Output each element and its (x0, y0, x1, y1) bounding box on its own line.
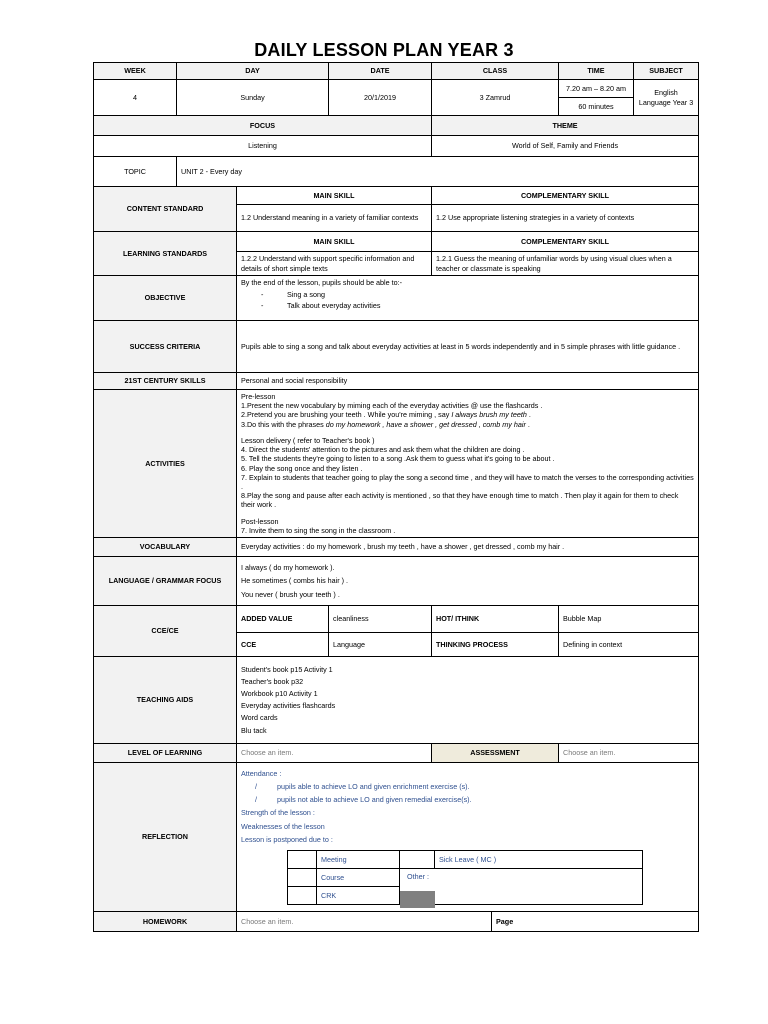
lesson-delivery-title: Lesson delivery ( refer to Teacher's book ) (241, 435, 375, 445)
class-header: CLASS (432, 63, 559, 80)
topic-label: TOPIC (94, 157, 177, 187)
time-header: TIME (559, 63, 634, 80)
learning-comp-skill-header: COMPLEMENTARY SKILL (432, 232, 699, 252)
objective-content (237, 276, 699, 321)
thinking-process-value: Defining in context (559, 632, 699, 656)
strength-line: Strength of the lesson : (241, 808, 315, 818)
teaching-aid-item: Teacher's book p32 (241, 676, 304, 686)
week-value: 4 (94, 80, 177, 116)
pre-lesson (241, 392, 694, 429)
course-label: Course (317, 869, 400, 887)
added-value-label: ADDED VALUE (237, 605, 329, 632)
not-achieve-line: / pupils not able to achieve LO and given remedial exercise(s). (255, 795, 472, 805)
century-skills-value: Personal and social responsibility (237, 373, 699, 390)
time-value: 7.20 am – 8.20 am (559, 80, 634, 98)
grammar-label: LANGUAGE / GRAMMAR FOCUS (94, 557, 237, 606)
vocabulary-value: Everyday activities : do my homework , brush my teeth , have a shower , get dressed , comb my hair . (237, 538, 699, 557)
vocabulary-label: VOCABULARY (94, 538, 237, 557)
class-value: 3 Zamrud (432, 80, 559, 116)
meeting-label: Meeting (317, 851, 400, 869)
lesson-delivery (241, 436, 694, 510)
grammar-item: I always ( do my homework ). (241, 563, 335, 573)
subject-value: English Language Year 3 (634, 80, 699, 116)
other-field[interactable] (400, 869, 643, 905)
cce-sub-label: CCE (237, 632, 329, 656)
century-skills-label: 21ST CENTURY SKILLS (94, 373, 237, 390)
post-lesson (241, 517, 694, 535)
content-main-skill-header: MAIN SKILL (237, 187, 432, 205)
date-header: DATE (329, 63, 432, 80)
hot-value: Bubble Map (559, 605, 699, 632)
weakness-line: Weaknesses of the lesson (241, 821, 325, 831)
teaching-aids-label: TEACHING AIDS (94, 656, 237, 743)
crk-label: CRK (317, 887, 400, 905)
activities-label: ACTIVITIES (94, 390, 237, 538)
crk-checkbox[interactable] (288, 887, 317, 905)
topic-value: UNIT 2 - Every day (177, 157, 699, 187)
assessment-select[interactable]: Choose an item. (559, 743, 699, 762)
page-title: DAILY LESSON PLAN YEAR 3 (254, 40, 514, 60)
postponed-line: Lesson is postponed due to : (241, 834, 333, 844)
grammar-item: He sometimes ( combs his hair ) . (241, 576, 349, 586)
subject-header: SUBJECT (634, 63, 699, 80)
lesson-plan-table (93, 62, 699, 932)
objective-label: OBJECTIVE (94, 276, 237, 321)
content-standard-label: CONTENT STANDARD (94, 187, 237, 232)
activity-step: 6. Play the song once and they listen . (241, 463, 363, 473)
objective-list (261, 290, 694, 310)
week-header: WEEK (94, 63, 177, 80)
attendance-label: Attendance : (241, 768, 282, 778)
cce-label: CCE/CE (94, 605, 237, 656)
duration-value: 60 minutes (559, 98, 634, 116)
teaching-aid-item: Everyday activities flashcards (241, 701, 336, 711)
activity-step: 5. Tell the students they're going to listen to a song .Ask them to guess what it's going to be about . (241, 454, 555, 464)
reflection-content (237, 762, 699, 911)
focus-value: Listening (94, 136, 432, 157)
teaching-aid-item: Student's book p15 Activity 1 (241, 664, 333, 674)
sick-leave-checkbox[interactable] (400, 851, 435, 869)
content-main-skill: 1.2 Understand meaning in a variety of familiar contexts (237, 205, 432, 232)
objective-item: - Talk about everyday activities (261, 301, 381, 311)
meeting-checkbox[interactable] (288, 851, 317, 869)
course-checkbox[interactable] (288, 869, 317, 887)
day-value: Sunday (177, 80, 329, 116)
added-value: cleanliness (329, 605, 432, 632)
learning-comp-skill: 1.2.1 Guess the meaning of unfamiliar words by using visual clues when a teacher or classmate is speaking (432, 252, 699, 276)
activity-step: 7. Explain to students that teacher going to play the song a second time , and they will have to match the verses to the corresponding activities . (241, 472, 694, 491)
homework-select[interactable]: Choose an item. (237, 912, 492, 932)
achieve-line: / pupils able to achieve LO and given enrichment exercise (s). (255, 781, 470, 791)
teaching-aids-content (237, 656, 699, 743)
grammar-item: You never ( brush your teeth ) . (241, 589, 340, 599)
level-of-learning-label: LEVEL OF LEARNING (94, 743, 237, 762)
date-value: 20/1/2019 (329, 80, 432, 116)
crk-shaded-cell (400, 891, 435, 908)
learning-main-skill: 1.2.2 Understand with support specific information and details of short simple texts (237, 252, 432, 276)
objective-item: - Sing a song (261, 290, 325, 300)
level-of-learning-select[interactable]: Choose an item. (237, 743, 432, 762)
other-label: Other : (407, 872, 429, 882)
activity-step: 2.Pretend you are brushing your teeth . While you're miming , say I always brush my teeth . (241, 410, 531, 420)
teaching-aid-item: Word cards (241, 713, 278, 723)
activity-step: 3.Do this with the phrases do my homework , have a shower , get dressed , comb my hair . (241, 419, 530, 429)
sick-leave-label: Sick Leave ( MC ) (435, 851, 643, 869)
cce-value: Language (329, 632, 432, 656)
content-comp-skill: 1.2 Use appropriate listening strategies in a variety of contexts (432, 205, 699, 232)
post-lesson-title: Post-lesson (241, 516, 279, 526)
activity-step: 8.Play the song and pause after each activity is mentioned , so that they have enough time to match . Then play it again for them to check their work . (241, 491, 679, 510)
theme-header: THEME (432, 116, 699, 136)
assessment-label: ASSESSMENT (432, 743, 559, 762)
reflection-label: REFLECTION (94, 762, 237, 911)
homework-label: HOMEWORK (94, 912, 237, 932)
day-header: DAY (177, 63, 329, 80)
pre-lesson-title: Pre-lesson (241, 392, 276, 401)
activities-content (237, 390, 699, 538)
hot-label: HOT/ ITHINK (432, 605, 559, 632)
teaching-aid-item: Blu tack (241, 725, 267, 735)
theme-value: World of Self, Family and Friends (432, 136, 699, 157)
postpone-reasons-table (287, 850, 643, 905)
success-criteria-value: Pupils able to sing a song and talk about everyday activities at least in 5 words independently and in 5 simple phrases with little guidance . (237, 321, 699, 373)
focus-header: FOCUS (94, 116, 432, 136)
thinking-process-label: THINKING PROCESS (432, 632, 559, 656)
content-comp-skill-header: COMPLEMENTARY SKILL (432, 187, 699, 205)
success-criteria-label: SUCCESS CRITERIA (94, 321, 237, 373)
teaching-aid-item: Workbook p10 Activity 1 (241, 689, 318, 698)
grammar-content (237, 557, 699, 606)
page-field[interactable]: Page (492, 912, 699, 932)
activity-step: 1.Present the new vocabulary by miming each of the everyday activities @ use the flashcards . (241, 401, 543, 411)
learning-standards-label: LEARNING STANDARDS (94, 232, 237, 276)
activity-step: 7. Invite them to sing the song in the classroom . (241, 525, 396, 535)
activity-step: 4. Direct the students' attention to the pictures and ask them what the children are doing . (241, 445, 525, 455)
objective-intro: By the end of the lesson, pupils should be able to:- (241, 278, 403, 287)
learning-main-skill-header: MAIN SKILL (237, 232, 432, 252)
